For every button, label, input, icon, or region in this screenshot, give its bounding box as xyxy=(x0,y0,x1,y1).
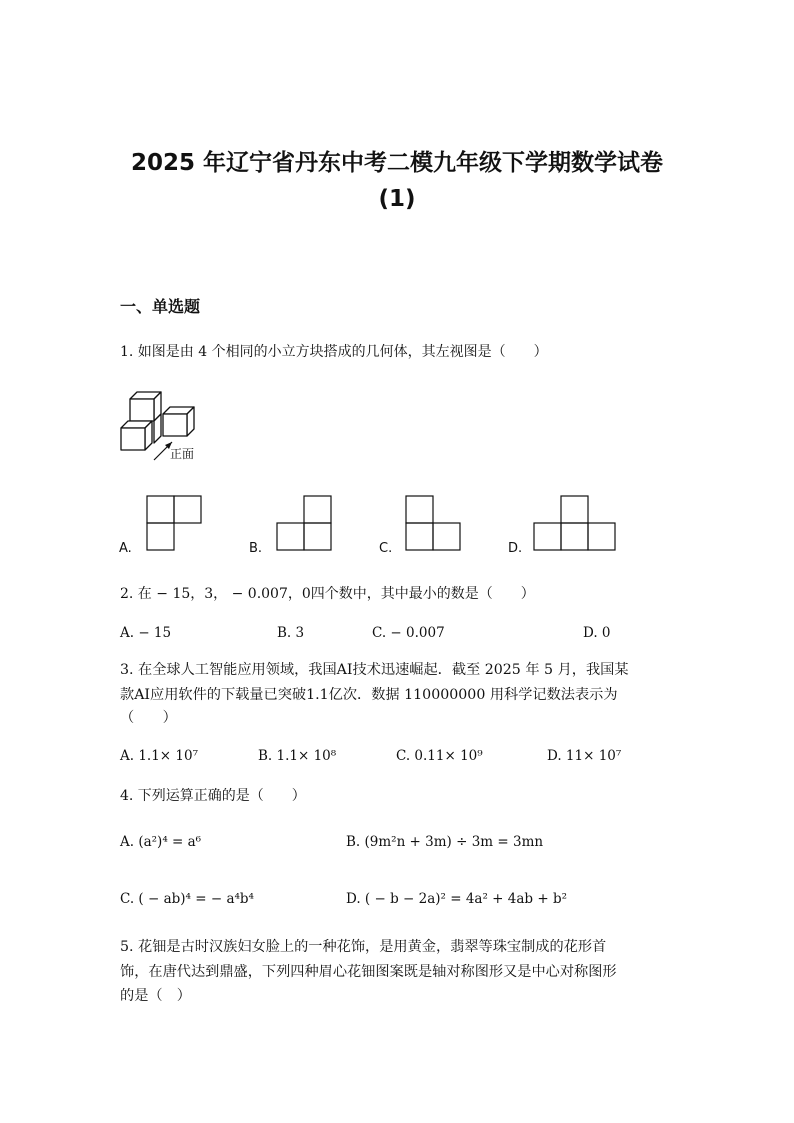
question-2-text: 2. 在 − 15，3， − 0.007，0四个数中，其中最小的数是（ ） xyxy=(120,586,535,602)
option-d-label: D. xyxy=(508,541,523,556)
front-direction-label: 正面 xyxy=(170,447,195,461)
question-4-option-c: C. ( − ab)⁴ = − a⁴b⁴ xyxy=(120,891,254,907)
question-3-option-b: B. 1.1× 10⁸ xyxy=(258,748,337,764)
question-5-line-2: 饰，在唐代达到鼎盛，下列四种眉心花钿图案既是轴对称图形又是中心对称图形 xyxy=(120,964,617,980)
question-3-line-2: 款AI应用软件的下载量已突破1.1亿次．数据 110000000 用科学记数法表示为 xyxy=(120,687,618,703)
question-4-option-a: A. (a²)⁴ = a⁶ xyxy=(120,834,202,850)
question-4-text: 4. 下列运算正确的是（ ） xyxy=(120,788,306,804)
question-5-line-1: 5. 花钿是古时汉族妇女脸上的一种花饰，是用黄金，翡翠等珠宝制成的花形首 xyxy=(120,939,607,955)
question-1-options xyxy=(110,490,630,560)
question-1-solid-figure xyxy=(114,380,214,466)
question-5-line-3: 的是（ ） xyxy=(120,988,191,1004)
question-1-text: 1. 如图是由 4 个相同的小立方块搭成的几何体，其左视图是（ ） xyxy=(120,344,548,360)
question-4-option-d: D. ( − b − 2a)² = 4a² + 4ab + b² xyxy=(346,891,568,907)
question-3-option-a: A. 1.1× 10⁷ xyxy=(120,748,198,764)
question-2-option-b: B. 3 xyxy=(277,625,305,641)
question-3-line-1: 3. 在全球人工智能应用领域，我国AI技术迅速崛起．截至 2025 年 5 月，我国某 xyxy=(120,662,629,678)
question-3-line-3: （ ） xyxy=(120,710,177,726)
exam-title-number: (1) xyxy=(378,186,416,212)
question-2-option-d: D. 0 xyxy=(583,625,611,641)
question-3-option-d: D. 11× 10⁷ xyxy=(547,748,622,764)
exam-title: 2025 年辽宁省丹东中考二模九年级下学期数学试卷 xyxy=(130,150,664,176)
question-2-option-a: A. − 15 xyxy=(120,625,172,641)
option-c-label: C. xyxy=(379,541,393,556)
question-2-option-c: C. − 0.007 xyxy=(372,625,445,641)
option-a-label: A. xyxy=(119,541,132,556)
question-3-option-c: C. 0.11× 10⁹ xyxy=(396,748,483,764)
section-heading: 一、单选题 xyxy=(120,297,201,316)
question-4-option-b: B. (9m²n + 3m) ÷ 3m = 3mn xyxy=(346,834,544,850)
option-b-label: B. xyxy=(249,541,263,556)
